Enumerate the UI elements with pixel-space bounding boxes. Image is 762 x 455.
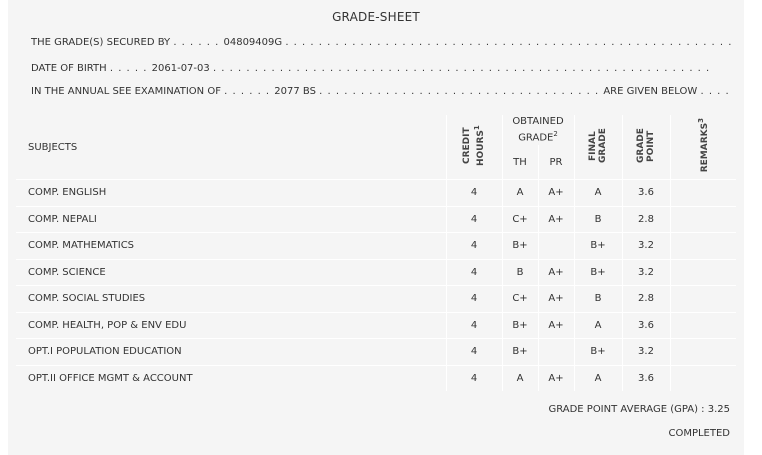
subject-cell: OPT.I POPULATION EDUCATION [16, 339, 446, 366]
remarks-cell [670, 259, 736, 286]
obtained-grade-header: OBTAINED GRADE$^2$ [502, 115, 574, 145]
final-grade-cell: B [574, 206, 622, 233]
grade-point-cell: 2.8 [622, 206, 670, 233]
th-header: TH [502, 145, 538, 180]
credit-cell: 4 [446, 286, 502, 313]
pr-header: PR [538, 145, 574, 180]
table-row [16, 259, 736, 286]
grades-secured-label: THE GRADE(S) SECURED BY [31, 37, 171, 48]
th-cell: A [502, 180, 538, 207]
pr-cell: A+ [538, 312, 574, 339]
subject-cell: OPT.II OFFICE MGMT & ACCOUNT [16, 365, 446, 391]
final-grade-header: FINAL GRADE [574, 115, 622, 180]
subject-cell: COMP. ENGLISH [16, 180, 446, 207]
remarks-cell [670, 180, 736, 207]
final-grade-cell: B+ [574, 233, 622, 260]
th-cell: C+ [502, 206, 538, 233]
grade-point-cell: 3.6 [622, 312, 670, 339]
grade-point-cell: 3.6 [622, 180, 670, 207]
exam-label: IN THE ANNUAL SEE EXAMINATION OF [31, 86, 221, 97]
grades-secured-line: THE GRADE(S) SECURED BY . . . . . . 04809409G . . . . . . . . . . . . . . . . . . . . . . . . . . . . . . . . . . . . . . . . . . . . . . . . . . . . . . [31, 37, 733, 48]
pr-cell: A+ [538, 206, 574, 233]
subject-cell: COMP. HEALTH, POP & ENV EDU [16, 312, 446, 339]
grade-point-cell: 3.2 [622, 259, 670, 286]
th-cell: B+ [502, 233, 538, 260]
remarks-cell [670, 233, 736, 260]
subject-cell: COMP. SCIENCE [16, 259, 446, 286]
remarks-cell [670, 206, 736, 233]
credit-cell: 4 [446, 206, 502, 233]
status-text: COMPLETED [668, 428, 730, 439]
final-grade-cell: A [574, 365, 622, 391]
subjects-header: SUBJECTS [28, 141, 78, 153]
symbol-number: 04809409G [223, 37, 283, 48]
dob-value: 2061-07-03 [151, 63, 210, 74]
th-cell: B+ [502, 312, 538, 339]
dob-line: DATE OF BIRTH . . . . . 2061-07-03 . . . . . . . . . . . . . . . . . . . . . . . . . . . . . . . . . . . . . . . . . . . . . . . . . . . . . . . . . . . . [31, 63, 711, 74]
pr-cell: A+ [538, 365, 574, 391]
grades-table [16, 115, 736, 391]
table-row [16, 286, 736, 313]
credit-cell: 4 [446, 233, 502, 260]
dob-label: DATE OF BIRTH [31, 63, 107, 74]
remarks-cell [670, 365, 736, 391]
page-title: GRADE-SHEET [332, 10, 420, 24]
grade-point-header: GRADE POINT [622, 115, 670, 180]
credit-cell: 4 [446, 312, 502, 339]
grade-point-cell: 3.2 [622, 339, 670, 366]
credit-cell: 4 [446, 339, 502, 366]
table-row [16, 339, 736, 366]
gpa-value: 3.25 [707, 404, 730, 415]
pr-cell [538, 233, 574, 260]
subject-cell: COMP. MATHEMATICS [16, 233, 446, 260]
remarks-header: REMARKS$^3$ [670, 115, 736, 180]
final-grade-cell: B+ [574, 339, 622, 366]
th-cell: B+ [502, 339, 538, 366]
grade-point-cell: 3.2 [622, 233, 670, 260]
final-grade-cell: A [574, 312, 622, 339]
remarks-cell [670, 312, 736, 339]
credit-cell: 4 [446, 180, 502, 207]
remarks-cell [670, 286, 736, 313]
pr-cell: A+ [538, 180, 574, 207]
gpa-label: GRADE POINT AVERAGE (GPA) : [548, 404, 705, 415]
credit-hours-header: CREDIT HOURS$^1$ [446, 115, 502, 180]
grade-point-cell: 3.6 [622, 365, 670, 391]
given-below-label: ARE GIVEN BELOW [603, 86, 698, 97]
exam-line: IN THE ANNUAL SEE EXAMINATION OF . . . . . . 2077 BS . . . . . . . . . . . . . . . . . . . . . . . . . . . . . . . . . . ARE GIVEN BELOW . . . . [31, 86, 730, 97]
grade-sheet [8, 0, 744, 455]
pr-cell: A+ [538, 286, 574, 313]
th-cell: A [502, 365, 538, 391]
pr-cell [538, 339, 574, 366]
table-row [16, 180, 736, 207]
table-row [16, 365, 736, 391]
credit-cell: 4 [446, 365, 502, 391]
final-grade-cell: B [574, 286, 622, 313]
exam-year: 2077 BS [274, 86, 316, 97]
credit-cell: 4 [446, 259, 502, 286]
table-row [16, 312, 736, 339]
final-grade-cell: B+ [574, 259, 622, 286]
grade-point-cell: 2.8 [622, 286, 670, 313]
th-cell: B [502, 259, 538, 286]
subject-cell: COMP. NEPALI [16, 206, 446, 233]
gpa-line [548, 404, 730, 415]
final-grade-cell: A [574, 180, 622, 207]
remarks-cell [670, 339, 736, 366]
th-cell: C+ [502, 286, 538, 313]
pr-cell: A+ [538, 259, 574, 286]
table-row [16, 233, 736, 260]
table-row [16, 206, 736, 233]
subject-cell: COMP. SOCIAL STUDIES [16, 286, 446, 313]
